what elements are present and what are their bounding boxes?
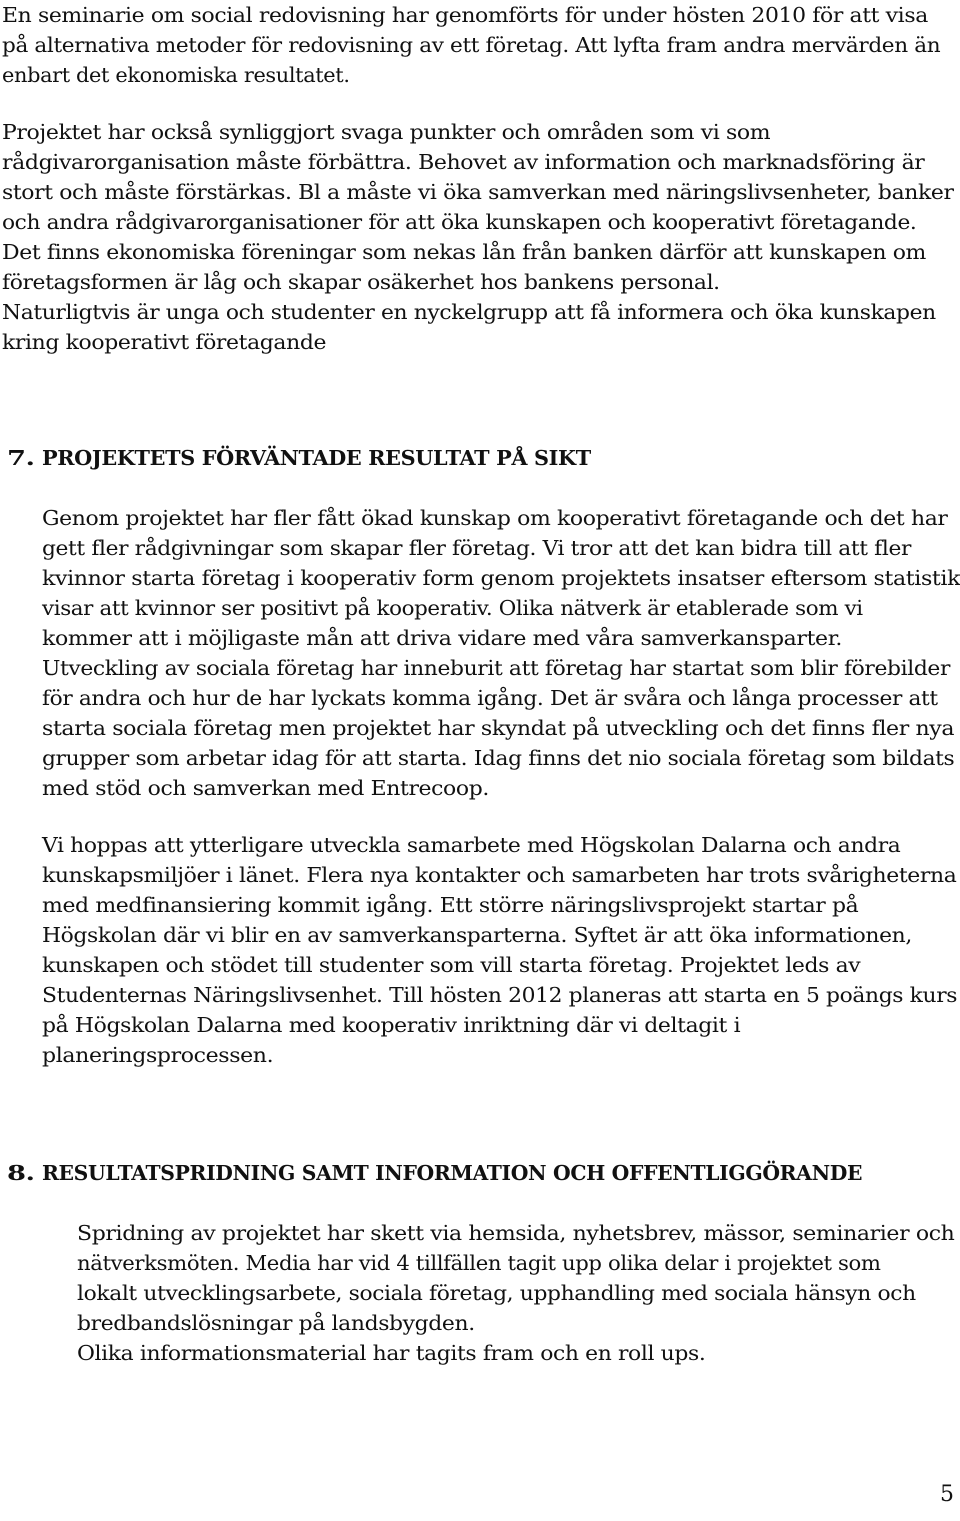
text-line: Genom projektet har fler fått ökad kunskap om kooperativt företagande och det har [42, 506, 948, 530]
text-line: Studenternas Näringslivsenhet. Till hösten 2012 planeras att starta en 5 poängs kurs [42, 983, 958, 1007]
text-line: företagsformen är låg och skapar osäkerhet hos bankens personal. [2, 270, 720, 294]
text-line: nätverksmöten. Media har vid 4 tillfällen tagit upp olika delar i projektet som [77, 1251, 881, 1275]
text-line: Naturligtvis är unga och studenter en nyckelgrupp att få informera och öka kunskapen [2, 300, 936, 324]
text-line: kring kooperativt företagande [2, 330, 327, 354]
text-line: Det finns ekonomiska föreningar som nekas lån från banken därför att kunskapen om [2, 240, 927, 264]
section-number: 7. [7, 446, 35, 470]
text-line: lokalt utvecklingsarbete, sociala företag, upphandling med sociala hänsyn och [77, 1281, 916, 1305]
section-title: PROJEKTETS FÖRVÄNTADE RESULTAT PÅ SIKT [42, 446, 591, 470]
text-line: enbart det ekonomiska resultatet. [2, 63, 350, 87]
text-line: Olika informationsmaterial har tagits fram och en roll ups. [77, 1341, 706, 1365]
text-line: Projektet har också synliggjort svaga punkter och områden som vi som [2, 120, 771, 144]
text-line: gett fler rådgivningar som skapar fler företag. Vi tror att det kan bidra till att fler [42, 536, 911, 560]
section-title: RESULTATSPRIDNING SAMT INFORMATION OCH OFFENTLIGGÖRANDE [42, 1161, 863, 1185]
text-line: stort och måste förstärkas. Bl a måste vi öka samverkan med näringslivsenheter, banker [2, 180, 954, 204]
text-line: kunskapsmiljöer i länet. Flera nya kontakter och samarbeten har trots svårigheterna [42, 863, 957, 887]
text-line: på alternativa metoder för redovisning av ett företag. Att lyfta fram andra mervärden än [2, 33, 941, 57]
text-line: med medfinansiering kommit igång. Ett större näringslivsprojekt startar på [42, 893, 859, 917]
text-line: rådgivarorganisation måste förbättra. Behovet av information och marknadsföring är [2, 150, 925, 174]
text-line: grupper som arbetar idag för att starta. Idag finns det nio sociala företag som bildats [42, 746, 955, 770]
text-line: planeringsprocessen. [42, 1043, 274, 1067]
text-line: starta sociala företag men projektet har skyndat på utveckling och det finns fler nya [42, 716, 955, 740]
section-number: 8. [7, 1161, 35, 1185]
text-line: Spridning av projektet har skett via hemsida, nyhetsbrev, mässor, seminarier och [77, 1221, 955, 1245]
text-line: kommer att i möjligaste mån att driva vidare med våra samverkansparter. [42, 626, 843, 650]
page-number: 5 [940, 1482, 954, 1507]
text-line: med stöd och samverkan med Entrecoop. [42, 776, 489, 800]
text-line: kunskapen och stödet till studenter som vill starta företag. Projektet leds av [42, 953, 861, 977]
text-line: för andra och hur de har lyckats komma igång. Det är svåra och långa processer att [42, 686, 938, 710]
text-line: Utveckling av sociala företag har inneburit att företag har startat som blir förebilder [42, 656, 951, 680]
text-line: Vi hoppas att ytterligare utveckla samarbete med Högskolan Dalarna och andra [42, 833, 901, 857]
text-line: och andra rådgivarorganisationer för att öka kunskapen och kooperativt företagande. [2, 210, 917, 234]
text-line: En seminarie om social redovisning har genomförts för under hösten 2010 för att visa [2, 3, 928, 27]
text-line: Högskolan där vi blir en av samverkansparterna. Syftet är att öka informationen, [42, 923, 912, 947]
text-line: på Högskolan Dalarna med kooperativ inriktning där vi deltagit i [42, 1013, 741, 1037]
text-line: kvinnor starta företag i kooperativ form genom projektets insatser eftersom statistik [42, 566, 960, 590]
text-line: bredbandslösningar på landsbygden. [77, 1311, 475, 1335]
text-line: visar att kvinnor ser positivt på kooperativ. Olika nätverk är etablerade som vi [42, 596, 863, 620]
